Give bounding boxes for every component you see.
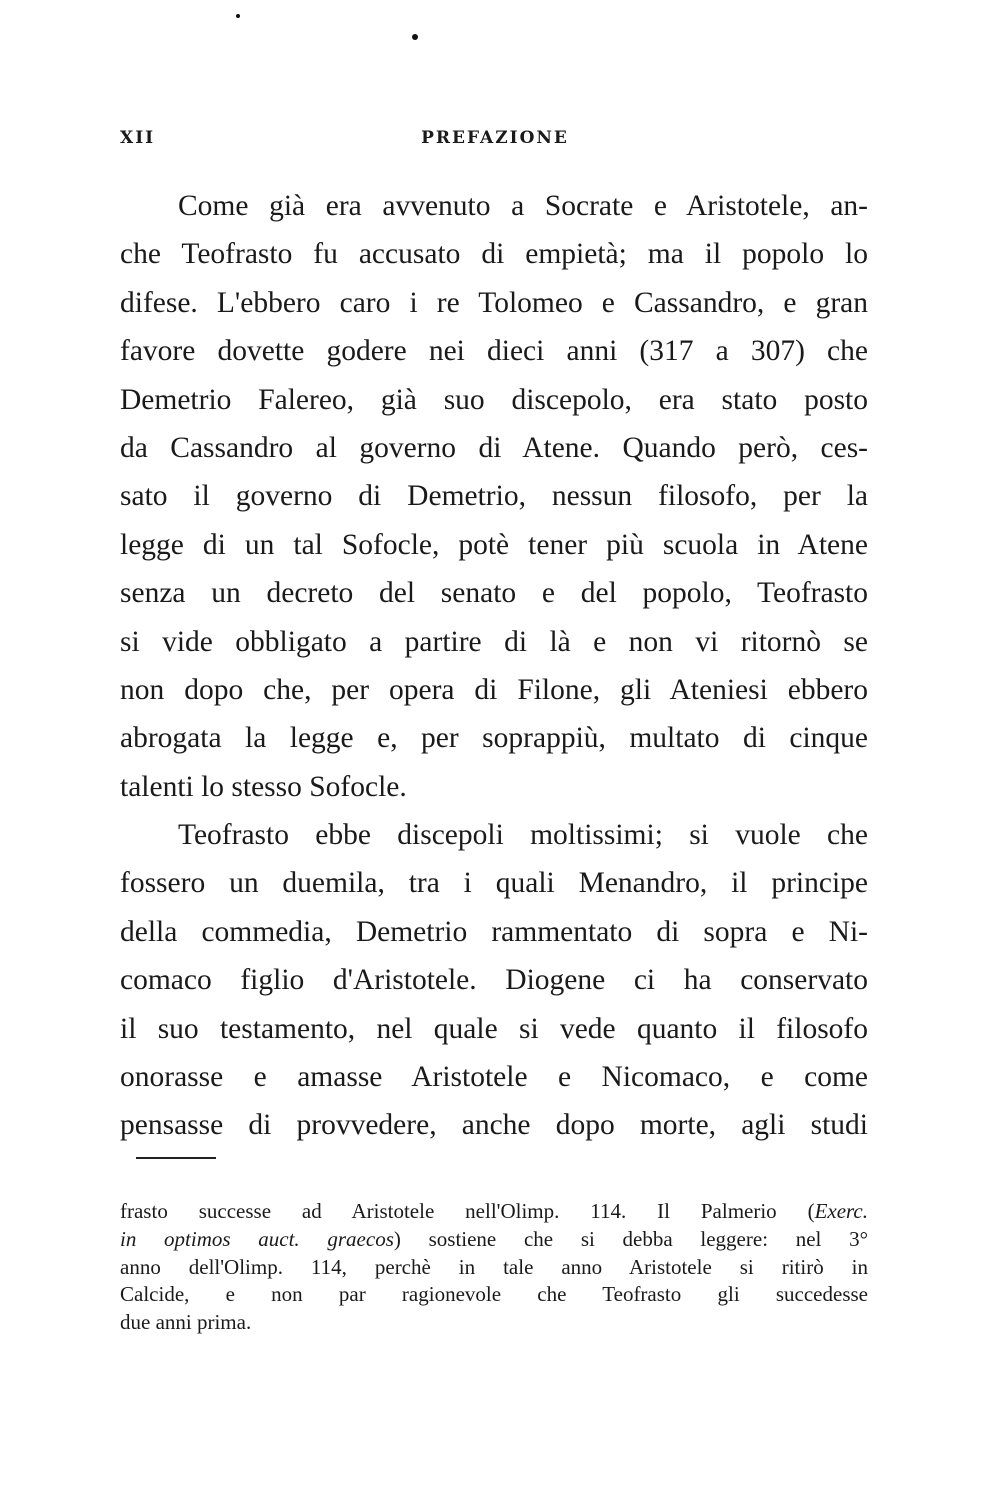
running-title: PREFAZIONE: [421, 128, 569, 148]
text-line: non dopo che, per opera di Filone, gli Ateniesi ebbero: [120, 673, 868, 706]
footnote-line: [120, 1226, 868, 1254]
footnote-italic: in optimos auct. graecos: [120, 1226, 394, 1251]
text-line: pensasse di provvedere, anche dopo morte, agli studi: [120, 1109, 868, 1142]
text-line: il suo testamento, nel quale si vede quanto il filosofo: [120, 1012, 868, 1045]
ink-speck: [412, 34, 418, 40]
text-line: onorasse e amasse Aristotele e Nicomaco, e come: [120, 1061, 868, 1094]
text-line: Demetrio Falereo, già suo discepolo, era stato posto: [120, 383, 868, 416]
footnote-line: anno dell'Olimp. 114, perchè in tale anno Aristotele si ritirò in: [120, 1254, 868, 1279]
footnote-line: [120, 1198, 868, 1226]
text-line: comaco figlio d'Aristotele. Diogene ci ha conservato: [120, 964, 868, 997]
page-header: [120, 128, 870, 158]
text-line: che Teofrasto fu accusato di empietà; ma il popolo lo: [120, 238, 868, 271]
text-line: della commedia, Demetrio rammentato di sopra e Ni-: [120, 915, 868, 948]
footnote-separator: [136, 1157, 216, 1159]
footnote-line: Calcide, e non par ragionevole che Teofrasto gli succedesse: [120, 1282, 868, 1307]
text-line: da Cassandro al governo di Atene. Quando però, ces-: [120, 431, 868, 464]
main-text: [120, 182, 868, 1150]
text-line: sato il governo di Demetrio, nessun filosofo, per la: [120, 480, 868, 513]
ink-speck: [236, 14, 240, 18]
footnote-text: frasto successe ad Aristotele nell'Olimp. 114. Il Palmerio (: [120, 1199, 815, 1223]
footnote-line: due anni prima.: [120, 1310, 252, 1335]
text-line: abrogata la legge e, per soprappiù, multato di cinque: [120, 722, 868, 755]
text-line: legge di un tal Sofocle, potè tener più scuola in Atene: [120, 528, 868, 561]
text-line: senza un decreto del senato e del popolo, Teofrasto: [120, 577, 868, 610]
text-line: talenti lo stesso Sofocle.: [120, 770, 407, 803]
text-line: favore dovette godere nei dieci anni (317 a 307) che: [120, 335, 868, 368]
text-line: fossero un duemila, tra i quali Menandro, il principe: [120, 867, 868, 900]
text-line: Teofrasto ebbe discepoli moltissimi; si vuole che: [178, 819, 868, 852]
text-line: si vide obbligato a partire di là e non vi ritornò se: [120, 625, 868, 658]
text-line: difese. L'ebbero caro i re Tolomeo e Cassandro, e gran: [120, 286, 868, 319]
footnote-text: ) sostiene che si debba leggere: nel 3°: [393, 1226, 869, 1251]
footnote-italic: Exerc.: [814, 1199, 868, 1223]
page-number: XII: [120, 128, 156, 148]
text-line: Come già era avvenuto a Socrate e Aristotele, an-: [178, 190, 868, 222]
footnote: [120, 1198, 868, 1337]
